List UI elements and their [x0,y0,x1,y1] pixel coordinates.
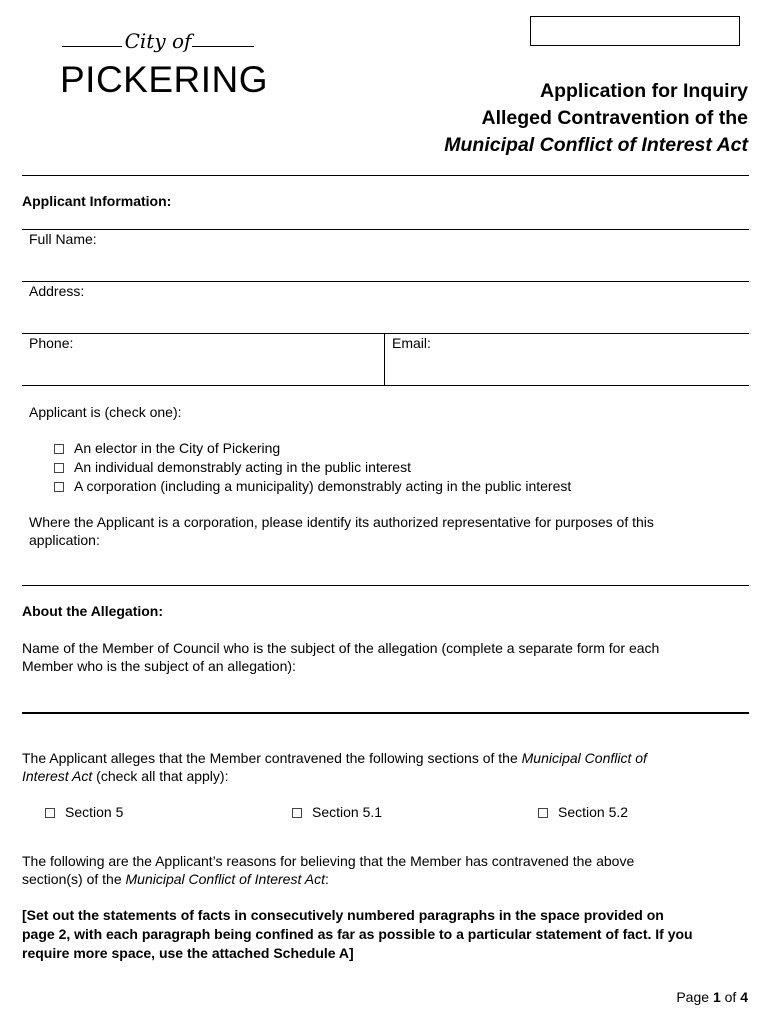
page-total: 4 [740,989,748,1005]
full-name-field[interactable] [22,245,749,281]
phone-label: Phone: [29,335,74,351]
reasons-line-1: The following are the Applicant’s reasons for believing that the Member has contravened the above [22,853,635,869]
checkbox-section-5-2[interactable] [538,808,548,818]
alleges-pre: The Applicant alleges that the Member contravened the following sections of the [22,750,522,766]
reasons-pre: section(s) of the [22,871,126,887]
section-5-1-label: Section 5.1 [312,804,383,820]
alleges-line-2 [22,767,228,785]
phone-email-top-rule [22,333,749,334]
option-individual[interactable] [54,458,411,477]
alleges-line-1 [22,749,647,767]
address-field[interactable] [22,297,749,333]
address-top-rule [22,281,749,282]
checkbox-individual[interactable] [54,463,64,473]
title-line-2: Alleged Contravention of the [481,107,748,129]
logo-name: PICKERING [60,59,269,100]
section-5-label: Section 5 [65,804,124,820]
page-current: 1 [712,989,721,1005]
instruction-note [22,906,752,963]
logo-city-text: City of [124,29,192,53]
checkbox-section-5-1[interactable] [292,808,302,818]
note-line-1: [Set out the statements of facts in consecutively numbered paragraphs in the space provided on [22,907,664,923]
section-5-option[interactable] [45,804,123,820]
note-line-2: page 2, with each paragraph being confined as far as possible to a particular statement of fact. If you [22,926,693,942]
section-5-2-label: Section 5.2 [558,804,629,820]
member-name-field[interactable] [22,678,749,712]
full-name-top-rule [22,229,749,230]
option-individual-label: An individual demonstrably acting in the public interest [74,459,411,475]
header-divider [22,175,749,176]
section-5-1-option[interactable] [292,804,382,820]
corp-rep-field[interactable] [22,550,749,585]
applicant-bottom-rule [22,585,749,586]
option-elector-label: An elector in the City of Pickering [74,440,281,456]
checkbox-corporation[interactable] [54,482,64,492]
option-corporation-label: A corporation (including a municipality) demonstrably acting in the public interest [74,478,572,494]
email-field[interactable] [385,349,749,385]
allegation-heading: About the Allegation: [22,603,164,619]
alleges-post: (check all that apply): [92,768,229,784]
corp-rep-line-1: Where the Applicant is a corporation, please identify its authorized representative for purposes of this [29,514,654,530]
note-line-3: require more space, use the attached Schedule A] [22,945,354,961]
checkbox-section-5[interactable] [45,808,55,818]
alleges-act-part-1: Municipal Conflict of [521,750,647,766]
phone-field[interactable] [22,349,384,385]
full-name-label: Full Name: [29,231,97,247]
page-number [676,989,748,1005]
title-line-3: Municipal Conflict of Interest Act [444,134,748,156]
corp-rep-line-2: application: [29,532,100,548]
member-line-1: Name of the Member of Council who is the subject of the allegation (complete a separate form for each [22,640,660,656]
option-elector[interactable] [54,439,280,458]
applicant-heading: Applicant Information: [22,193,172,209]
member-name-rule [22,712,749,714]
form-title [444,78,748,159]
office-use-box [530,16,740,46]
reasons-act: Municipal Conflict of Interest Act [125,871,325,887]
address-label: Address: [29,283,85,299]
checkbox-elector[interactable] [54,444,64,454]
page-prefix: Page [676,989,713,1005]
title-line-1: Application for Inquiry [540,80,748,102]
email-label: Email: [392,335,431,351]
option-corporation[interactable] [54,477,571,496]
reasons-line-2 [22,870,329,888]
page-of: of [720,989,741,1005]
check-prompt: Applicant is (check one): [29,404,182,420]
alleges-act-part-2: Interest Act [22,768,93,784]
reasons-post: : [324,871,329,887]
member-line-2: Member who is the subject of an allegation): [22,658,296,674]
phone-email-bottom-rule [22,385,749,386]
section-5-2-option[interactable] [538,804,628,820]
